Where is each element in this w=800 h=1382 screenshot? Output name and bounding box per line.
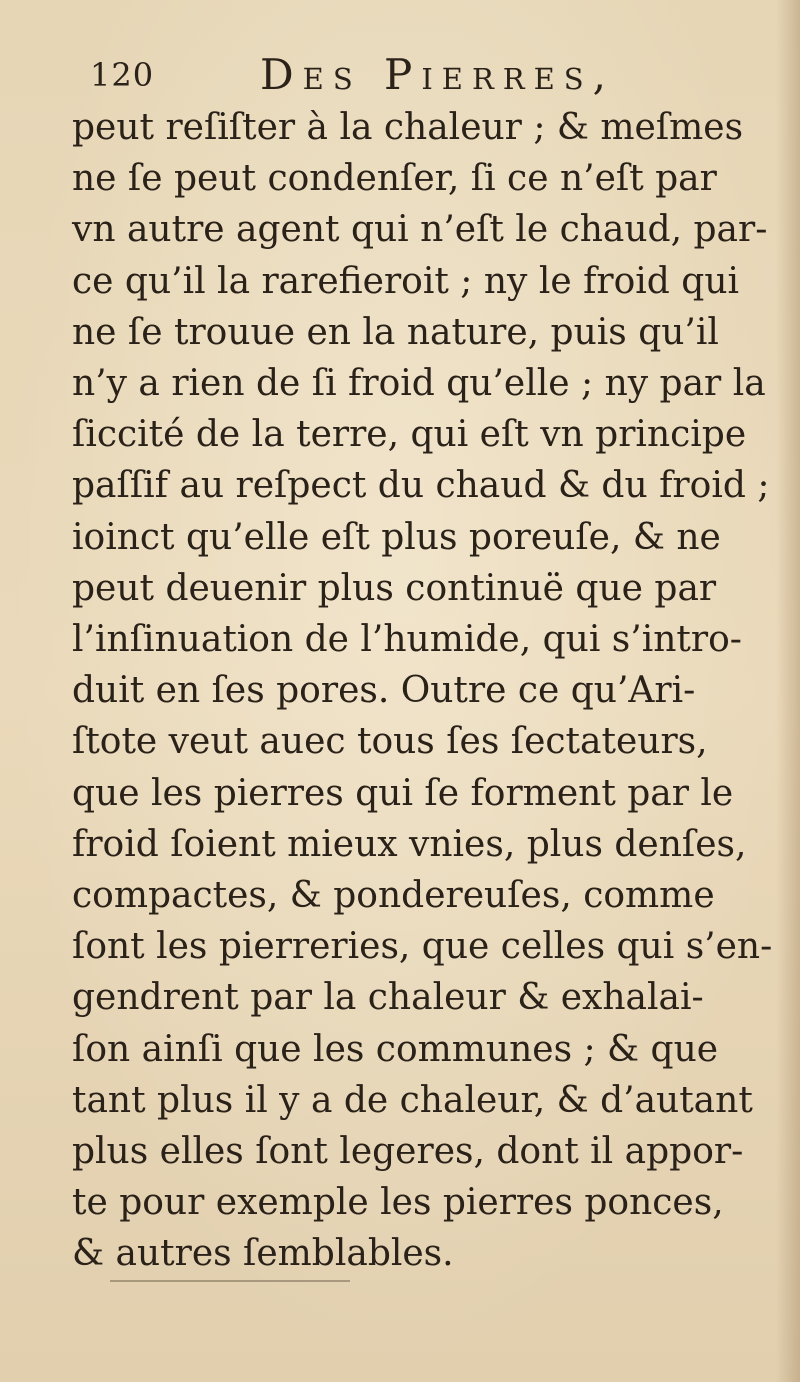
text-line: gendrent par la chaleur & exhalai-: [72, 977, 704, 1019]
text-line: l’inſinuation de l’humide, qui s’intro-: [72, 619, 742, 661]
text-line: ſiccité de la terre, qui eſt vn principe: [72, 414, 747, 456]
text-line: vn autre agent qui n’eſt le chaud, par-: [72, 209, 768, 251]
text-line: ſon ainſi que les communes ; & que: [72, 1028, 719, 1070]
text-line: te pour exemple les pierres ponces,: [72, 1182, 724, 1224]
text-line: ne ſe trouue en la nature, puis qu’il: [72, 311, 719, 353]
text-line: ſont les pierreries, que celles qui s’en-: [72, 926, 773, 968]
text-line: & autres ſemblables.: [72, 1233, 454, 1275]
text-line: compactes, & pondereuſes, comme: [72, 875, 715, 917]
page-header: [90, 50, 650, 110]
text-line: ce qu’il la rarefieroit ; ny le froid qui: [72, 260, 740, 302]
closing-rule: [110, 1280, 350, 1282]
text-line: peut reſiſter à la chaleur ; & meſmes: [72, 107, 744, 148]
page-number: 120: [90, 56, 155, 94]
text-line: froid ſoient mieux vnies, plus denſes,: [72, 823, 747, 865]
text-line: ne ſe peut condenſer, ſi ce n’eſt par: [72, 158, 717, 200]
text-line: ioinct qu’elle eſt plus poreuſe, & ne: [72, 516, 721, 558]
text-line: n’y a rien de ſi froid qu’elle ; ny par la: [72, 363, 766, 405]
text-line: duit en ſes pores. Outre ce qu’Ari-: [72, 670, 696, 712]
text-line: ſtote veut auec tous ſes ſectateurs,: [72, 721, 708, 763]
text-line: peut deuenir plus continuë que par: [72, 567, 717, 609]
text-line: tant plus il y a de chaleur, & d’autant: [72, 1079, 753, 1121]
body-text: [72, 102, 773, 1280]
text-line: paſſif au reſpect du chaud & du froid ;: [72, 465, 770, 507]
running-head: Des Pierres,: [260, 50, 616, 99]
text-line: que les pierres qui ſe forment par le: [72, 772, 734, 814]
text-line: plus elles ſont legeres, dont il appor-: [72, 1131, 744, 1173]
